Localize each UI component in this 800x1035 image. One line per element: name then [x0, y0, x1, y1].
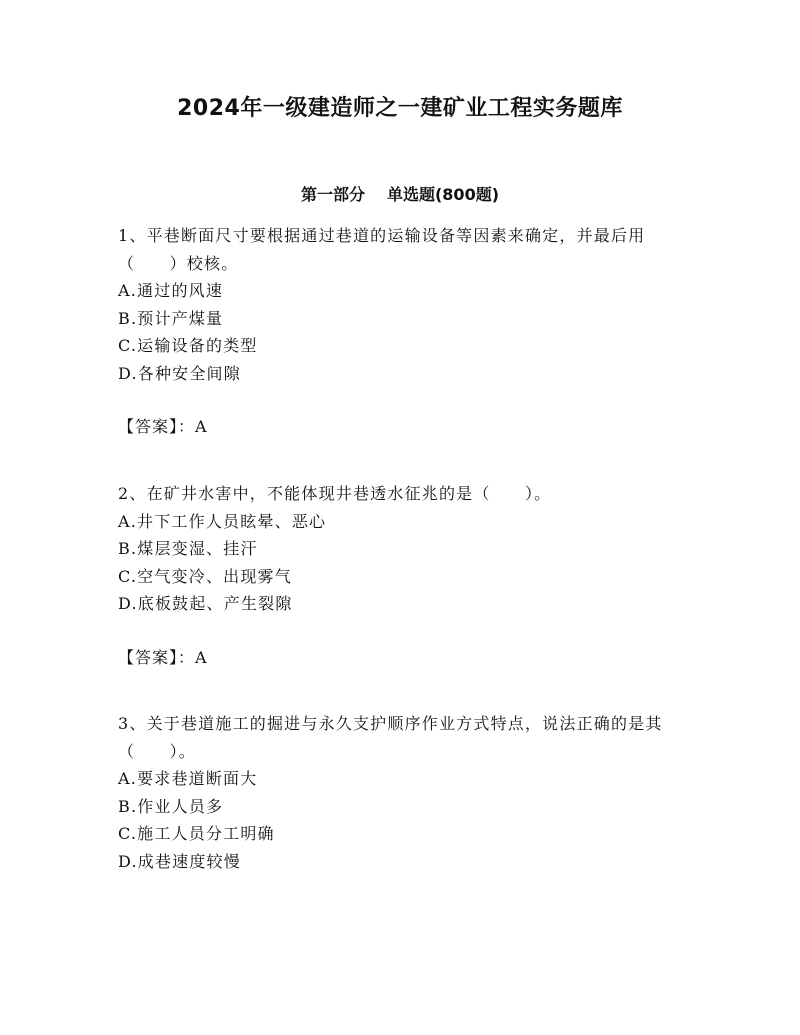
option-b: B.煤层变湿、挂汗: [118, 539, 258, 558]
option-d: D.底板鼓起、产生裂隙: [118, 594, 293, 613]
question-3: [118, 710, 688, 875]
document-title: 2024年一级建造师之一建矿业工程实务题库: [177, 96, 623, 121]
option-b: B.预计产煤量: [118, 308, 224, 328]
question-2: [118, 480, 688, 671]
answer-value: A: [195, 647, 208, 667]
answer-label: 【答案】：: [118, 647, 196, 667]
answer-label: 【答案】：: [118, 417, 196, 436]
section-part: 第一部分: [300, 185, 365, 204]
option-b: B.作业人员多: [118, 796, 224, 816]
option-c: C.运输设备的类型: [118, 336, 258, 355]
answer-value: A: [195, 417, 208, 436]
option-d: D.各种安全间隙: [118, 363, 241, 383]
answer-line: [118, 644, 688, 672]
option-a: A.井下工作人员眩晕、恶心: [118, 511, 327, 531]
option-d: D.成巷速度较慢: [118, 851, 241, 871]
question-stem: 1、平巷断面尺寸要根据通过巷道的运输设备等因素来确定，并最后用（ ）校核。: [118, 226, 646, 273]
question-stem: 3、关于巷道施工的掘进与永久支护顺序作业方式特点，说法正确的是其（ ）。: [118, 714, 663, 761]
option-c: C.施工人员分工明确: [118, 824, 275, 843]
option-c: C.空气变冷、出现雾气: [118, 566, 292, 586]
option-a: A.通过的风速: [118, 281, 224, 300]
section-name: 单选题(800题): [386, 185, 500, 204]
answer-line: [118, 413, 688, 441]
section-heading: [0, 182, 800, 208]
option-a: A.要求巷道断面大: [118, 769, 258, 788]
question-stem: 2、在矿井水害中，不能体现井巷透水征兆的是（ ）。: [118, 484, 552, 503]
question-1: [118, 222, 688, 441]
